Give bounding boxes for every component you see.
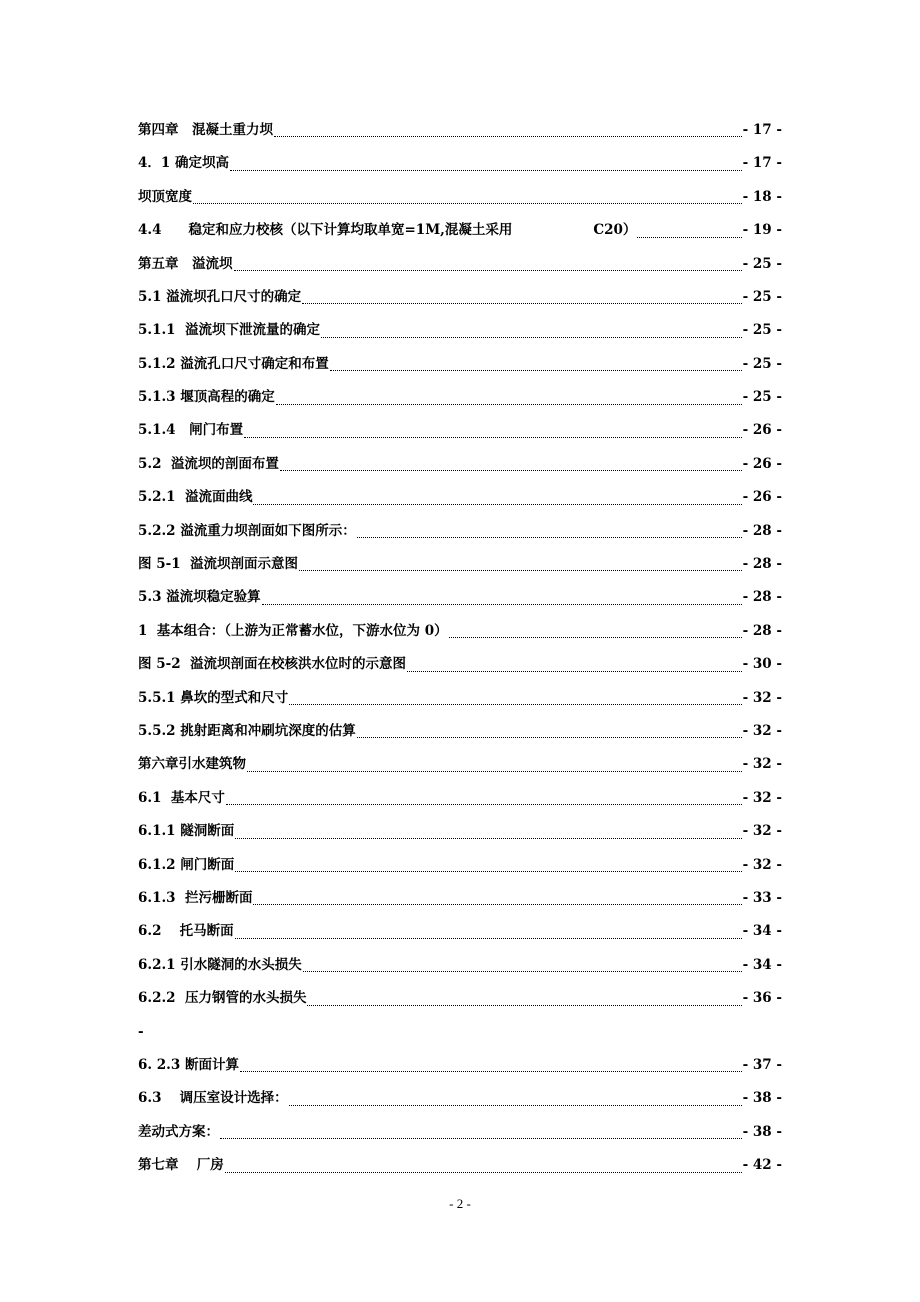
dot-leader bbox=[276, 403, 742, 405]
dot-leader bbox=[302, 302, 741, 304]
dot-leader bbox=[637, 236, 741, 238]
dot-leader bbox=[303, 970, 742, 972]
toc-entry-page: - 32 - bbox=[742, 756, 782, 773]
dot-leader bbox=[289, 703, 741, 705]
toc-entry[interactable] bbox=[138, 214, 782, 247]
dot-leader bbox=[274, 135, 742, 137]
dot-leader bbox=[449, 636, 742, 638]
toc-entry-title: 6.2.1 引水隧洞的水头损失 bbox=[138, 956, 302, 973]
toc-entry-title: 5.5.1 鼻坎的型式和尺寸 bbox=[138, 689, 289, 706]
toc-entry[interactable] bbox=[138, 748, 782, 781]
dot-leader bbox=[235, 870, 741, 872]
toc-entry-title: 6.1.2 闸门断面 bbox=[138, 856, 235, 873]
dot-leader bbox=[289, 1104, 742, 1106]
toc-entry-title: 6.3 调压室设计选择： bbox=[138, 1090, 288, 1107]
dot-leader bbox=[253, 903, 741, 905]
toc-entry[interactable] bbox=[138, 915, 782, 948]
toc-entry-title: 6.2 托马断面 bbox=[138, 923, 234, 940]
toc-entry[interactable] bbox=[138, 515, 782, 548]
toc-entry-page: - 25 - bbox=[742, 322, 782, 339]
dot-leader bbox=[307, 1004, 741, 1006]
toc-entry[interactable] bbox=[138, 782, 782, 815]
toc-entry-title: 6.1 基本尺寸 bbox=[138, 789, 225, 806]
toc-entry-page: - 34 - bbox=[742, 923, 782, 940]
dot-leader bbox=[225, 1171, 742, 1173]
toc-entry-title: 5.1.4 闸门布置 bbox=[138, 422, 244, 439]
dot-leader bbox=[226, 803, 742, 805]
toc-entry-title: 第五章 溢流坝 bbox=[138, 255, 233, 272]
dot-leader bbox=[280, 469, 742, 471]
toc-entry-page: - 34 - bbox=[742, 956, 782, 973]
toc-entry-page: - 37 - bbox=[742, 1056, 782, 1073]
dot-leader bbox=[247, 770, 742, 772]
toc-entry-title: 图 5-1 溢流坝剖面示意图 bbox=[138, 556, 298, 573]
toc-entry-page: - 38 - bbox=[742, 1123, 782, 1140]
toc-entry-title: 第六章引水建筑物 bbox=[138, 756, 246, 773]
toc-entry[interactable] bbox=[138, 682, 782, 715]
toc-entry[interactable] bbox=[138, 415, 782, 448]
toc-entry-page: - 26 - bbox=[742, 455, 782, 472]
toc-entry-page: - 42 - bbox=[742, 1157, 782, 1174]
table-of-contents bbox=[138, 114, 782, 1183]
toc-entry-title: 图 5-2 溢流坝剖面在校核洪水位时的示意图 bbox=[138, 656, 406, 673]
toc-entry[interactable] bbox=[138, 615, 782, 648]
toc-entry-title: 5.2 溢流坝的剖面布置 bbox=[138, 455, 279, 472]
page-number: - 2 - bbox=[449, 1196, 471, 1211]
toc-entry-page: - 26 - bbox=[742, 422, 782, 439]
toc-entry-page: - 25 - bbox=[742, 288, 782, 305]
toc-entry-page: - 19 - bbox=[742, 222, 782, 239]
toc-entry[interactable] bbox=[138, 147, 782, 180]
dot-leader bbox=[299, 569, 742, 571]
toc-entry[interactable] bbox=[138, 849, 782, 882]
toc-entry[interactable] bbox=[138, 1049, 782, 1082]
toc-entry-title: 4．1 确定坝高 bbox=[138, 155, 229, 172]
dot-leader bbox=[234, 269, 742, 271]
dot-leader bbox=[321, 336, 742, 338]
toc-entry-page: - 30 - bbox=[742, 656, 782, 673]
toc-entry-page: - 28 - bbox=[742, 556, 782, 573]
toc-entry-page: - 38 - bbox=[742, 1090, 782, 1107]
toc-entry-title: 6.1.3 拦污栅断面 bbox=[138, 889, 253, 906]
toc-entry[interactable] bbox=[138, 348, 782, 381]
toc-entry[interactable] bbox=[138, 448, 782, 481]
toc-entry[interactable] bbox=[138, 1082, 782, 1115]
toc-entry[interactable] bbox=[138, 381, 782, 414]
stray-mark: - bbox=[138, 1024, 144, 1041]
toc-entry-title: 坝顶宽度 bbox=[138, 188, 192, 205]
toc-entry-page: - 32 - bbox=[742, 722, 782, 739]
toc-entry-title: 1 基本组合：（上游为正常蓄水位，下游水位为 0） bbox=[138, 622, 448, 639]
dot-leader bbox=[193, 202, 742, 204]
toc-entry-page: - 17 - bbox=[742, 155, 782, 172]
toc-entry-page: - 32 - bbox=[742, 856, 782, 873]
toc-entry-page: - 26 - bbox=[742, 489, 782, 506]
toc-entry[interactable] bbox=[138, 181, 782, 214]
toc-entry[interactable] bbox=[138, 1149, 782, 1182]
toc-entry[interactable] bbox=[138, 982, 782, 1015]
toc-entry-title: 5.5.2 挑射距离和冲刷坑深度的估算 bbox=[138, 722, 356, 739]
toc-entry[interactable] bbox=[138, 581, 782, 614]
toc-entry[interactable] bbox=[138, 815, 782, 848]
toc-entry-title: 5.2.1 溢流面曲线 bbox=[138, 489, 253, 506]
dot-leader bbox=[330, 369, 742, 371]
dot-leader bbox=[230, 169, 742, 171]
toc-entry-page: - 32 - bbox=[742, 689, 782, 706]
toc-entry-page: - 32 - bbox=[742, 823, 782, 840]
dot-leader bbox=[220, 1137, 742, 1139]
toc-entry-title: 6. 2.3 断面计算 bbox=[138, 1056, 239, 1073]
toc-entry-title: 6.2.2 压力钢管的水头损失 bbox=[138, 990, 307, 1007]
toc-entry-title: 4.4 稳定和应力校核（以下计算均取单宽=1M,混凝土采用 C20） bbox=[138, 222, 637, 239]
toc-entry-page: - 33 - bbox=[742, 889, 782, 906]
toc-entry-page: - 25 - bbox=[742, 389, 782, 406]
dot-leader bbox=[240, 1070, 742, 1072]
dot-leader bbox=[235, 937, 742, 939]
toc-entry-title: 第四章 混凝土重力坝 bbox=[138, 121, 273, 138]
toc-entry[interactable] bbox=[138, 882, 782, 915]
toc-entry-page: - 25 - bbox=[742, 355, 782, 372]
toc-entry-title: 5.1.2 溢流孔口尺寸确定和布置 bbox=[138, 355, 329, 372]
toc-entry-page: - 36 - bbox=[742, 990, 782, 1007]
toc-entry-page: - 17 - bbox=[742, 121, 782, 138]
dot-leader bbox=[235, 837, 741, 839]
toc-entry-page: - 25 - bbox=[742, 255, 782, 272]
toc-entry-title: 第七章 厂房 bbox=[138, 1157, 224, 1174]
dot-leader bbox=[357, 736, 742, 738]
dot-leader bbox=[244, 436, 742, 438]
dot-leader bbox=[253, 503, 741, 505]
toc-entry[interactable] bbox=[138, 248, 782, 281]
toc-entry-title: 5.1 溢流坝孔口尺寸的确定 bbox=[138, 288, 302, 305]
dot-leader bbox=[407, 670, 742, 672]
toc-entry-title: 5.3 溢流坝稳定验算 bbox=[138, 589, 261, 606]
toc-entry-title: 5.1.1 溢流坝下泄流量的确定 bbox=[138, 322, 320, 339]
toc-entry-title: 6.1.1 隧洞断面 bbox=[138, 823, 235, 840]
toc-entry-page: - 32 - bbox=[742, 789, 782, 806]
toc-entry-title: 5.1.3 堰顶高程的确定 bbox=[138, 389, 275, 406]
toc-entry[interactable] bbox=[138, 715, 782, 748]
toc-entry[interactable] bbox=[138, 481, 782, 514]
dot-leader bbox=[357, 536, 742, 538]
toc-entry-page: - 28 - bbox=[742, 622, 782, 639]
toc-entry[interactable] bbox=[138, 1116, 782, 1149]
toc-entry-page: - 28 - bbox=[742, 522, 782, 539]
toc-entry-title: 5.2.2 溢流重力坝剖面如下图所示： bbox=[138, 522, 356, 539]
toc-entry[interactable] bbox=[138, 114, 782, 147]
toc-entry-title: 差动式方案： bbox=[138, 1123, 219, 1140]
toc-entry[interactable] bbox=[138, 281, 782, 314]
toc-entry[interactable] bbox=[138, 949, 782, 982]
toc-entry[interactable] bbox=[138, 648, 782, 681]
toc-entry[interactable] bbox=[138, 548, 782, 581]
dot-leader bbox=[262, 603, 742, 605]
toc-entry-page: - 18 - bbox=[742, 188, 782, 205]
toc-entry[interactable] bbox=[138, 314, 782, 347]
toc-entry-page: - 28 - bbox=[742, 589, 782, 606]
